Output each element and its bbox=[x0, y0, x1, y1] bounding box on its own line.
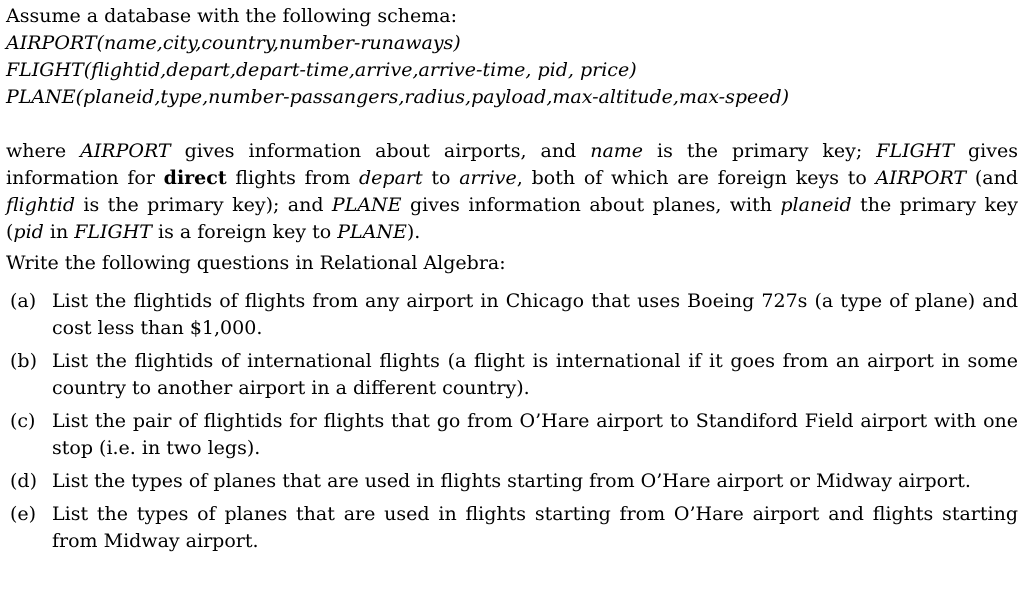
question-d bbox=[6, 468, 1018, 495]
schema-flight: FLIGHT(flightid,depart,depart-time,arrive,arrive-time, pid, price) bbox=[6, 59, 637, 81]
question-text: List the types of planes that are used in flights starting from O’Hare airport and flights starting from Midway airport. bbox=[52, 503, 1018, 552]
question-label: (a) bbox=[10, 290, 37, 312]
question-label: (c) bbox=[10, 410, 36, 432]
question-a bbox=[6, 288, 1018, 342]
question-e bbox=[6, 501, 1018, 555]
question-b bbox=[6, 348, 1018, 402]
question-c bbox=[6, 408, 1018, 462]
question-text: List the flightids of flights from any airport in Chicago that uses Boeing 727s (a type of plane) and cost less than $1,000. bbox=[52, 290, 1018, 339]
question-text: List the types of planes that are used in flights starting from O’Hare airport or Midway airport. bbox=[52, 470, 971, 492]
question-label: (d) bbox=[10, 470, 37, 492]
question-text: List the pair of flightids for flights that go from O’Hare airport to Standiford Field airport with one stop (i.e. in two legs). bbox=[52, 410, 1018, 459]
schema-plane: PLANE(planeid,type,number-passangers,radius,payload,max-altitude,max-speed) bbox=[6, 86, 790, 108]
intro-text: Assume a database with the following schema: bbox=[6, 5, 457, 27]
instruction-text: Write the following questions in Relational Algebra: bbox=[6, 252, 506, 274]
schema-airport: AIRPORT(name,city,country,number-runaways) bbox=[6, 32, 461, 54]
question-label: (e) bbox=[10, 503, 37, 525]
question-text: List the flightids of international flights (a flight is international if it goes from an airport in some country to another airport in a different country). bbox=[52, 350, 1018, 399]
question-list bbox=[6, 288, 1018, 555]
description-paragraph: where AIRPORT gives information about airports, and name is the primary key; FLIGHT gives information for direct flights from depart to arrive, both of which are foreign keys to AIRPORT (and flightid is the primary key); and PLANE gives information about planes, with planeid the primary key (pid in FLIGHT is a foreign key to PLANE). bbox=[6, 140, 1018, 243]
spacer bbox=[6, 111, 1018, 138]
schema-block bbox=[6, 30, 1018, 111]
question-label: (b) bbox=[10, 350, 37, 372]
